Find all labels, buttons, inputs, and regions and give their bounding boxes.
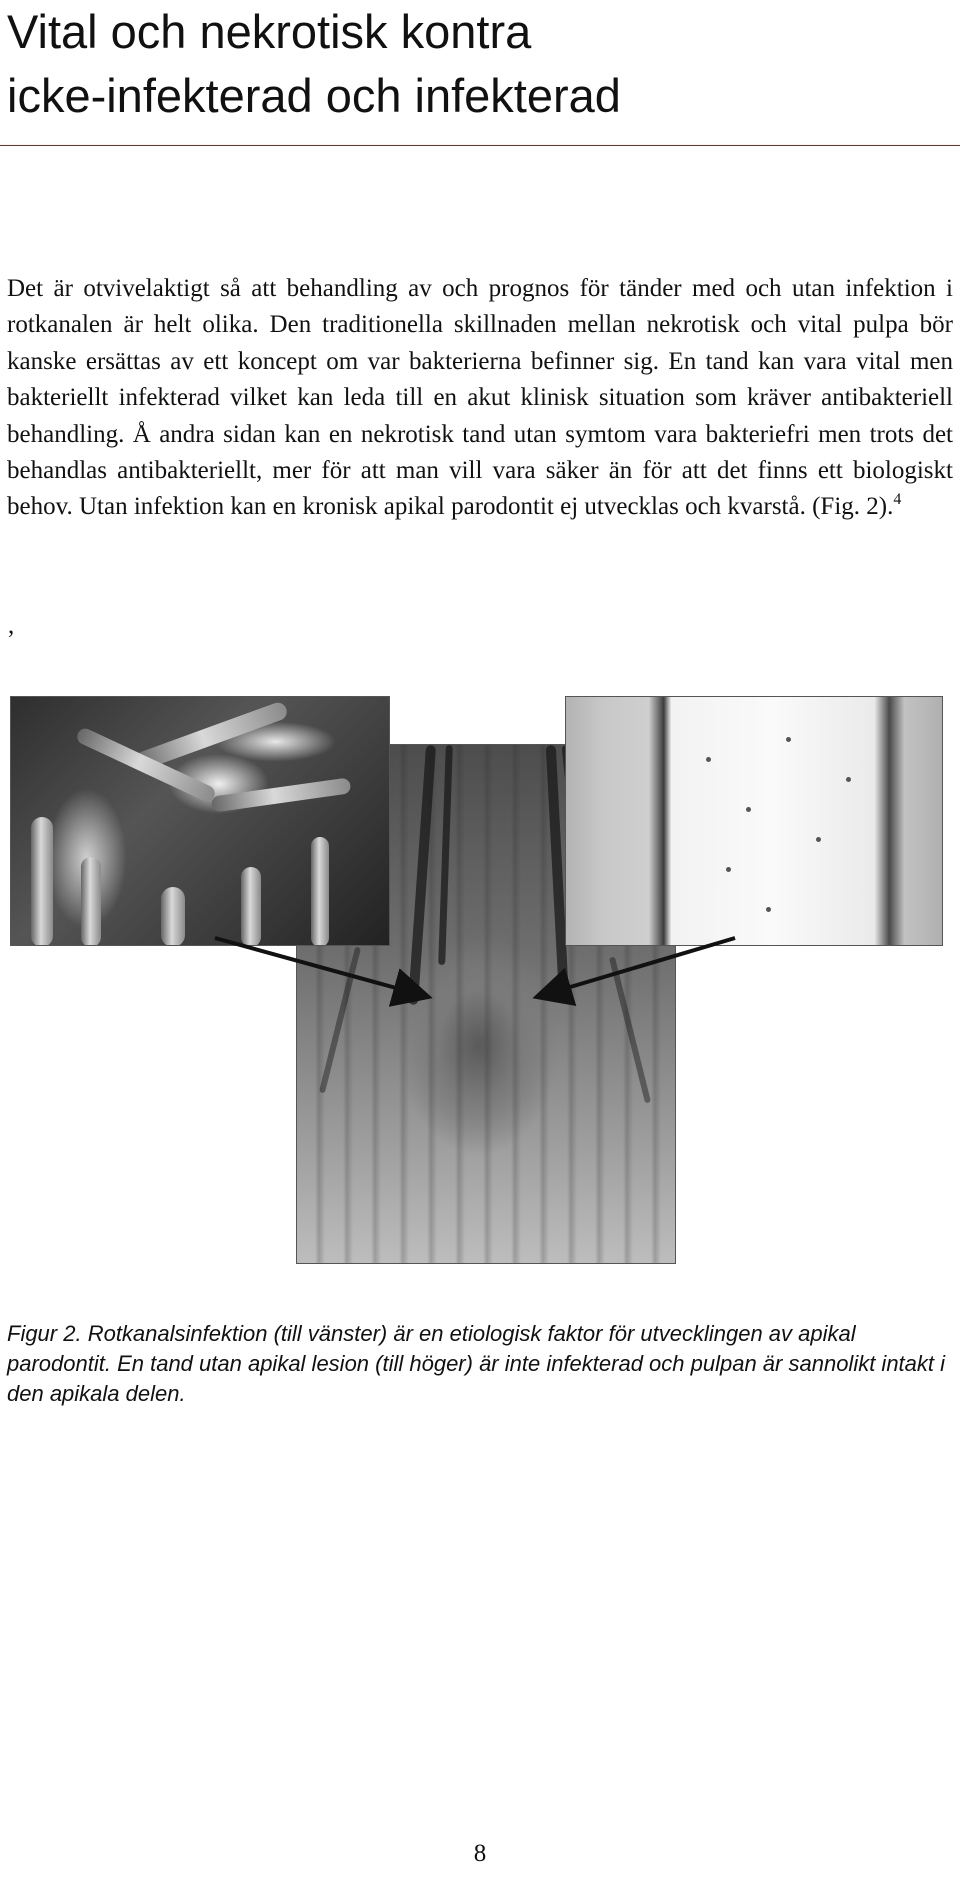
page-title-line-2: icke-infekterad och infekterad [7,69,621,122]
body-paragraph-text: Det är otvivelaktigt så att behandling av och prognos för tänder med och utan infektion i rotkanalen är helt olika. Den traditionella skillnaden mellan nekrotisk och vital pulpa bör kanske ersättas av ett koncept om var bakterierna befinner sig. En tand kan vara vital men bakteriellt infekterad vilket kan leda till en akut klinisk situation som kräver antibakteriell behandling. Å andra sidan kan en nekrotisk tand utan symtom vara bakteriefri men trots det behandlas antibakteriellt, mer för att man vill vara säker än för att det finns ett biologiskt behov. Utan infektion kan en kronisk apikal parodontit ej utvecklas och kvarstå. (Fig. 2). [7,275,953,521]
bacteria-rod [211,777,352,812]
bacteria-micrograph [10,696,390,946]
cell-dot [766,907,771,912]
bacteria-rod [81,857,101,946]
stray-comma: , [8,612,15,639]
title-divider [0,145,960,146]
root-canal-mark [408,745,436,1005]
footnote-reference: 4 [893,491,902,509]
root-canal-mark [609,957,651,1104]
page-title-line-1: Vital och nekrotisk kontra [7,5,532,58]
bacteria-rod [241,867,261,946]
bacteria-rod [311,837,329,946]
cell-dot [746,807,751,812]
root-canal-mark [319,947,361,1094]
page-title [7,0,947,128]
pulp-histology-image [565,696,943,946]
figure-caption: Figur 2. Rotkanalsinfektion (till vänster) är en etiologisk faktor för utvecklingen av apikal parodontit. En tand utan apikal lesion (till höger) är inte infekterad och pulpan är sannolikt intakt i den apikala delen. [7,1321,946,1406]
figure-2 [0,696,960,1276]
cell-dot [786,737,791,742]
cell-dot [816,837,821,842]
cell-dot [706,757,711,762]
bacteria-rod [31,817,53,946]
body-paragraph [7,271,953,526]
cell-dot [726,867,731,872]
bacteria-rod [161,887,185,946]
cell-dot [846,777,851,782]
root-canal-mark [438,745,453,965]
page-number: 8 [473,1840,487,1867]
